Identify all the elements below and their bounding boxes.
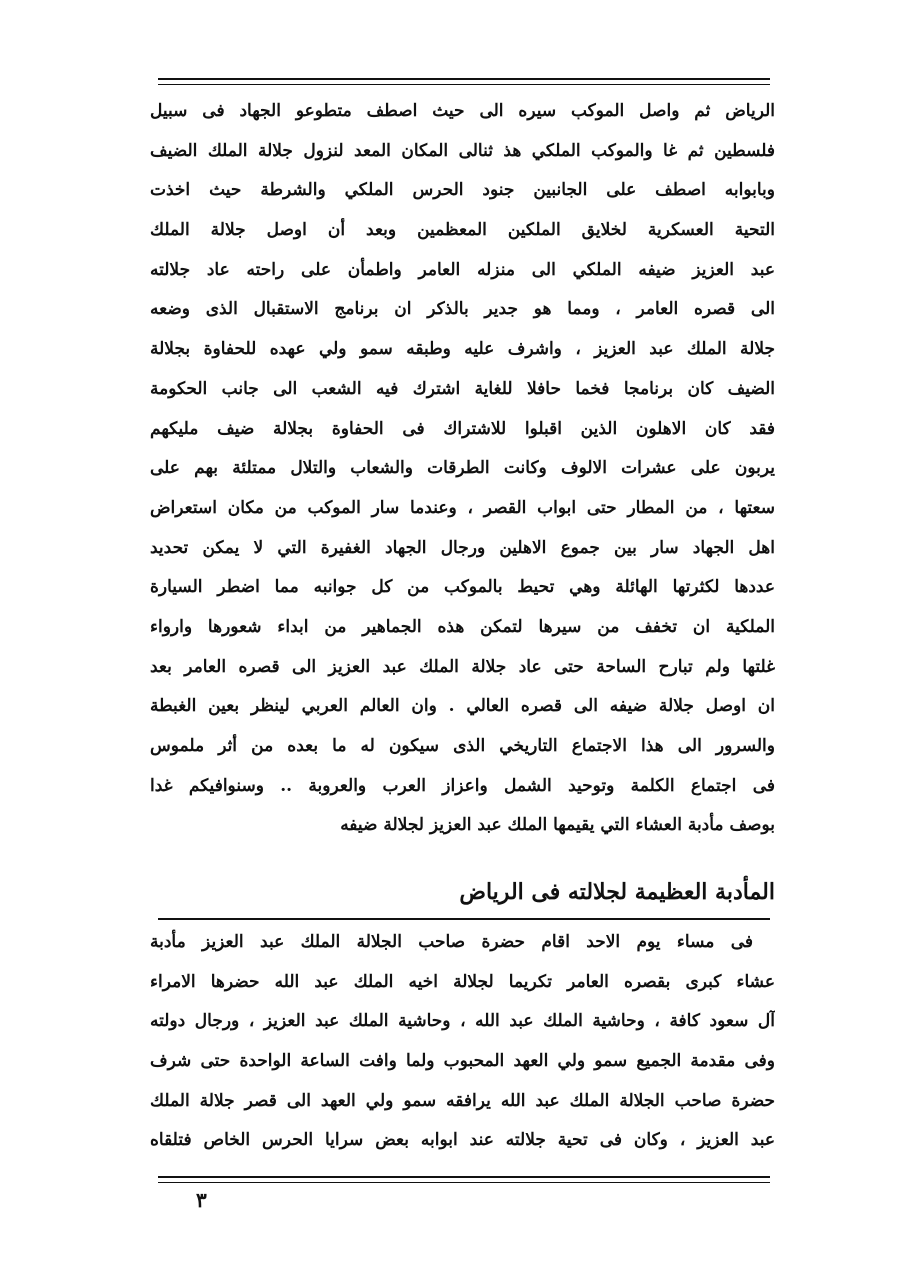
text-line: جلالة الملك عبد العزيز ، واشرف عليه وطبقه سمو ولي عهده للحفاوة بجلالة — [150, 339, 775, 360]
heading-rule — [158, 918, 770, 920]
text-line: الملكية ان تخفف من سيرها لتمكن هذه الجماهير من ابداء شعورها وارواء — [150, 616, 775, 637]
text-line: ان اوصل جلالة ضيفه الى قصره العالي . وان العالم العربي لينظر بعين الغبطة — [150, 696, 775, 717]
text-line: عبد العزيز ، وكان فى تحية جلالته عند ابوابه بعض سرايا الحرس الخاص فتلقاه — [150, 1130, 775, 1151]
text-line: اهل الجهاد سار بين جموع الاهلين ورجال الجهاد الغفيرة التي لا يمكن تحديد — [150, 537, 775, 558]
page-number: ٣ — [196, 1188, 207, 1212]
text-line: وبابوابه اصطف على الجانبين جنود الحرس الملكي والشرطة حيث اخذت — [150, 180, 775, 201]
text-line: عشاء كبرى بقصره العامر تكريما لجلالة اخيه الملك عبد الله حضرها الامراء — [150, 971, 775, 992]
top-rule-thin — [158, 84, 770, 85]
text-line: الى قصره العامر ، ومما هو جدير بالذكر ان برنامج الاستقبال الذى وضعه — [150, 299, 775, 320]
bottom-rule — [158, 1176, 770, 1178]
section-heading: المأدبة العظيمة لجلالته فى الرياض — [459, 879, 775, 905]
text-line: عبد العزيز ضيفه الملكي الى منزله العامر واطمأن على راحته عاد جلالته — [150, 259, 775, 280]
text-line: غلتها ولم تبارح الساحة حتى عاد جلالة الملك عبد العزيز الى قصره العامر بعد — [150, 656, 775, 677]
text-line: فى اجتماع الكلمة وتوحيد الشمل واعزاز العرب والعروبة .. وسنوافيكم غدا — [150, 775, 775, 796]
top-rule — [158, 78, 770, 80]
text-line: فقد كان الاهلون الذين اقبلوا للاشتراك فى الحفاوة بجلالة ضيف مليكهم — [150, 418, 775, 439]
text-line: فى مساء يوم الاحد اقام حضرة صاحب الجلالة الملك عبد العزيز مأدبة — [150, 932, 753, 952]
text-line: الرياض ثم واصل الموكب سيره الى حيث اصطف متطوعو الجهاد فى سبيل — [150, 101, 775, 121]
text-line: التحية العسكرية لخلايق الملكين المعظمين وبعد أن اوصل جلالة الملك — [150, 220, 775, 241]
text-line: عددها لكثرتها الهائلة وهي تحيط بالموكب من كل جوانبه مما اضطر السيارة — [150, 577, 775, 598]
text-line: يربون على عشرات الالوف وكانت الطرقات والشعاب والتلال ممتلئة بهم على — [150, 458, 775, 479]
text-line: وفى مقدمة الجميع سمو ولي العهد المحبوب ولما وافت الساعة الواحدة حتى شرف — [150, 1051, 775, 1072]
text-line: بوصف مأدبة العشاء التي يقيمها الملك عبد العزيز لجلالة ضيفه — [340, 815, 775, 836]
section-2-body — [150, 923, 775, 1161]
text-line: آل سعود كافة ، وحاشية الملك عبد الله ، وحاشية الملك عبد العزيز ، ورجال دولته — [150, 1011, 775, 1032]
text-line: والسرور الى هذا الاجتماع التاريخي الذى سيكون له ما بعده من أثر ملموس — [150, 736, 775, 756]
bottom-rule-thin — [158, 1182, 770, 1183]
text-line: الضيف كان برنامجا فخما حافلا للغاية اشترك فيه الشعب الى جانب الحكومة — [150, 378, 775, 399]
text-line: حضرة صاحب الجلالة الملك عبد الله يرافقه سمو ولي العهد الى قصر جلالة الملك — [150, 1090, 775, 1111]
section-1-body — [150, 92, 775, 846]
text-line: سعتها ، من المطار حتى ابواب القصر ، وعندما سار الموكب من مكان استعراض — [150, 497, 775, 518]
text-line: فلسطين ثم غا والموكب الملكي هذ ثنالى المكان المعد لنزول جلالة الملك الضيف — [150, 140, 775, 161]
